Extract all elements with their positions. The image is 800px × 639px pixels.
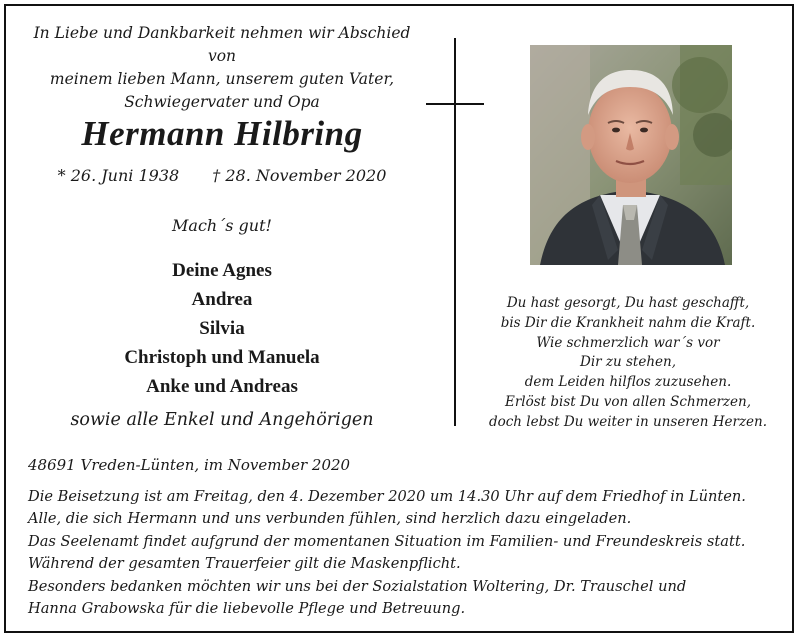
poem-line: Du hast gesorgt, Du hast geschafft, [506, 295, 750, 311]
family-member: Deine Agnes [172, 260, 272, 281]
family-member: Christoph und Manuela [124, 347, 320, 368]
notice-line: Die Beisetzung ist am Freitag, den 4. Dezember 2020 um 14.30 Uhr auf dem Friedhof in Lünten. [28, 488, 746, 505]
death-date: † 28. November 2020 [212, 166, 387, 185]
cross-icon-bar [426, 103, 484, 105]
birth-date: * 26. Juni 1938 [57, 166, 180, 185]
intro-text [22, 22, 422, 114]
cross-icon [454, 38, 456, 426]
poem-line: doch lebst Du weiter in unseren Herzen. [488, 413, 768, 430]
notice-line: Das Seelenamt findet aufgrund der momentanen Situation im Familien- und Freundeskreis statt. [28, 532, 746, 550]
poem-line: Dir zu stehen, [580, 354, 676, 371]
notice-line: Während der gesamten Trauerfeier gilt die Maskenpflicht. [28, 555, 461, 573]
family-member: Silvia [199, 318, 245, 339]
place-date: 48691 Vreden-Lünten, im November 2020 [28, 456, 351, 474]
notice-line: Hanna Grabowska für die liebevolle Pflege und Betreuung. [28, 600, 466, 618]
deceased-name: Hermann Hilbring [81, 114, 363, 153]
intro-line: Schwiegervater und Opa [124, 93, 320, 111]
poem-line: dem Leiden hilflos zuzusehen. [524, 374, 732, 391]
poem-line: Wie schmerzlich war´s vor [536, 334, 720, 351]
farewell-text: Mach´s gut! [172, 216, 272, 235]
notice-line: Alle, die sich Hermann und uns verbunden fühlen, sind herzlich dazu eingeladen. [28, 510, 632, 528]
intro-line: In Liebe und Dankbarkeit nehmen wir Abschied von [33, 24, 411, 65]
family-member: Anke und Andreas [146, 376, 298, 397]
intro-line: meinem lieben Mann, unserem guten Vater, [49, 70, 395, 88]
portrait-photo-illustration [530, 45, 732, 265]
poem [478, 294, 778, 433]
poem-line: bis Dir die Krankheit nahm die Kraft. [500, 314, 756, 331]
portrait-photo [530, 45, 732, 265]
notice-line: Besonders bedanken möchten wir uns bei der Sozialstation Woltering, Dr. Trauschel und [28, 577, 687, 595]
funeral-notice [28, 486, 788, 620]
relatives-text: sowie alle Enkel und Angehörigen [70, 410, 374, 430]
family-list [22, 256, 422, 401]
life-dates [22, 166, 422, 185]
poem-line: Erlöst bist Du von allen Schmerzen, [504, 393, 752, 410]
family-member: Andrea [191, 289, 253, 310]
